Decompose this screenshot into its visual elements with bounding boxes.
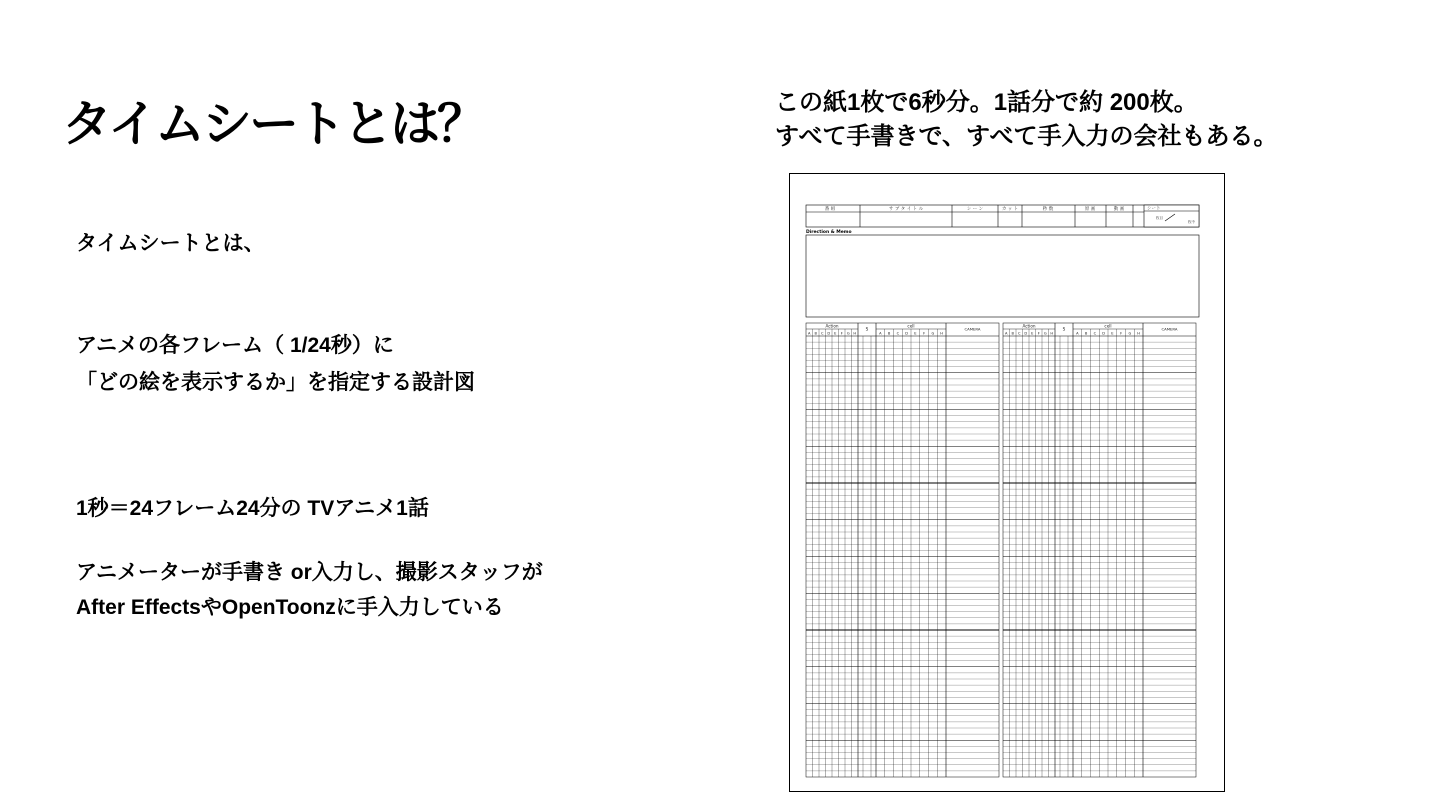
caption-line-2: すべて手書きで、すべて手入力の会社もある。 [775,123,1278,150]
cell-col-D-left: D [905,331,909,336]
workflow-line-1: アニメーターが手書き or入力し、撮影スタッフが [76,561,543,584]
frames-fact: 1秒＝24フレーム24分の TVアニメ1話 [76,497,429,520]
cell-col-H-left: H [940,331,943,336]
header-subtitle: サ ブ タ イ ト ル [888,207,924,212]
action-label-right: Action [1022,323,1036,329]
timesheet-image [789,173,1225,792]
cell-col-C-right: C [1093,331,1097,336]
memo-label: Direction & Memo [806,230,852,235]
cell-col-E-right: E [1111,331,1114,336]
timesheet-drawing [790,174,1226,793]
cell-label-left: cell [907,323,915,329]
action-col-H-right: H [1050,331,1054,336]
action-col-B-right: B [1011,331,1014,336]
action-col-E-right: E [1031,331,1034,336]
action-col-F-right: F [1037,331,1040,336]
cell-col-H-right: H [1137,331,1140,336]
action-col-D-left: D [827,331,831,336]
sheet-caption [775,86,1278,154]
definition-line-2: 「どの絵を表示するか」を指定する設計図 [76,371,475,394]
action-col-B-left: B [814,331,817,336]
cell-col-F-left: F [923,331,926,336]
action-col-G-right: G [1043,331,1047,336]
cell-col-B-left: B [887,331,891,336]
header-douga: 動 画 [1113,207,1125,212]
camera-label-left: CAMERA [964,326,981,332]
action-col-C-right: C [1017,331,1021,336]
action-col-F-left: F [840,331,843,336]
action-col-E-left: E [834,331,837,336]
definition-line-1: アニメの各フレーム（ 1/24秒）に [76,334,394,357]
frame-grid-right [1003,323,1196,777]
cell-col-C-left: C [896,331,900,336]
header-genga: 原 画 [1084,207,1096,212]
camera-label-right: CAMERA [1161,326,1178,332]
header-program: 番 組 [824,207,836,212]
s-label-right: S [1062,326,1066,332]
action-col-A-left: A [808,331,811,336]
action-col-D-right: D [1024,331,1028,336]
header-seconds: 秒 数 [1042,207,1054,212]
cell-col-G-left: G [931,331,935,336]
header-scene: シ ー ン [966,207,984,212]
header-cut: カ ッ ト [1001,207,1019,212]
cell-col-G-right: G [1128,331,1132,336]
cell-col-B-right: B [1084,331,1088,336]
action-label-left: Action [825,323,839,329]
memo-box [806,235,1199,317]
s-label-left: S [865,326,869,332]
cell-label-right: cell [1104,323,1112,329]
header-sheet: シート [1147,206,1161,212]
cell-col-D-right: D [1102,331,1106,336]
cell-col-A-left: A [879,331,882,336]
action-col-A-right: A [1005,331,1008,336]
cell-col-A-right: A [1076,331,1079,336]
cell-col-E-left: E [914,331,917,336]
sheet-total: 枚中 [1188,220,1195,224]
caption-line-1: この紙1枚で6秒分。1話分で約 200枚。 [775,89,1198,116]
cell-col-F-right: F [1120,331,1123,336]
workflow-line-2: After EffectsやOpenToonzに手入力している [76,596,504,619]
definition-heading: タイムシートとは、 [76,232,265,255]
action-col-H-left: H [853,331,857,336]
sheet-count: 枚目 [1156,216,1163,220]
action-col-C-left: C [820,331,824,336]
action-col-G-left: G [846,331,850,336]
frame-grid-left [806,323,999,777]
slide-title: タイムシートとは？ [62,96,484,152]
